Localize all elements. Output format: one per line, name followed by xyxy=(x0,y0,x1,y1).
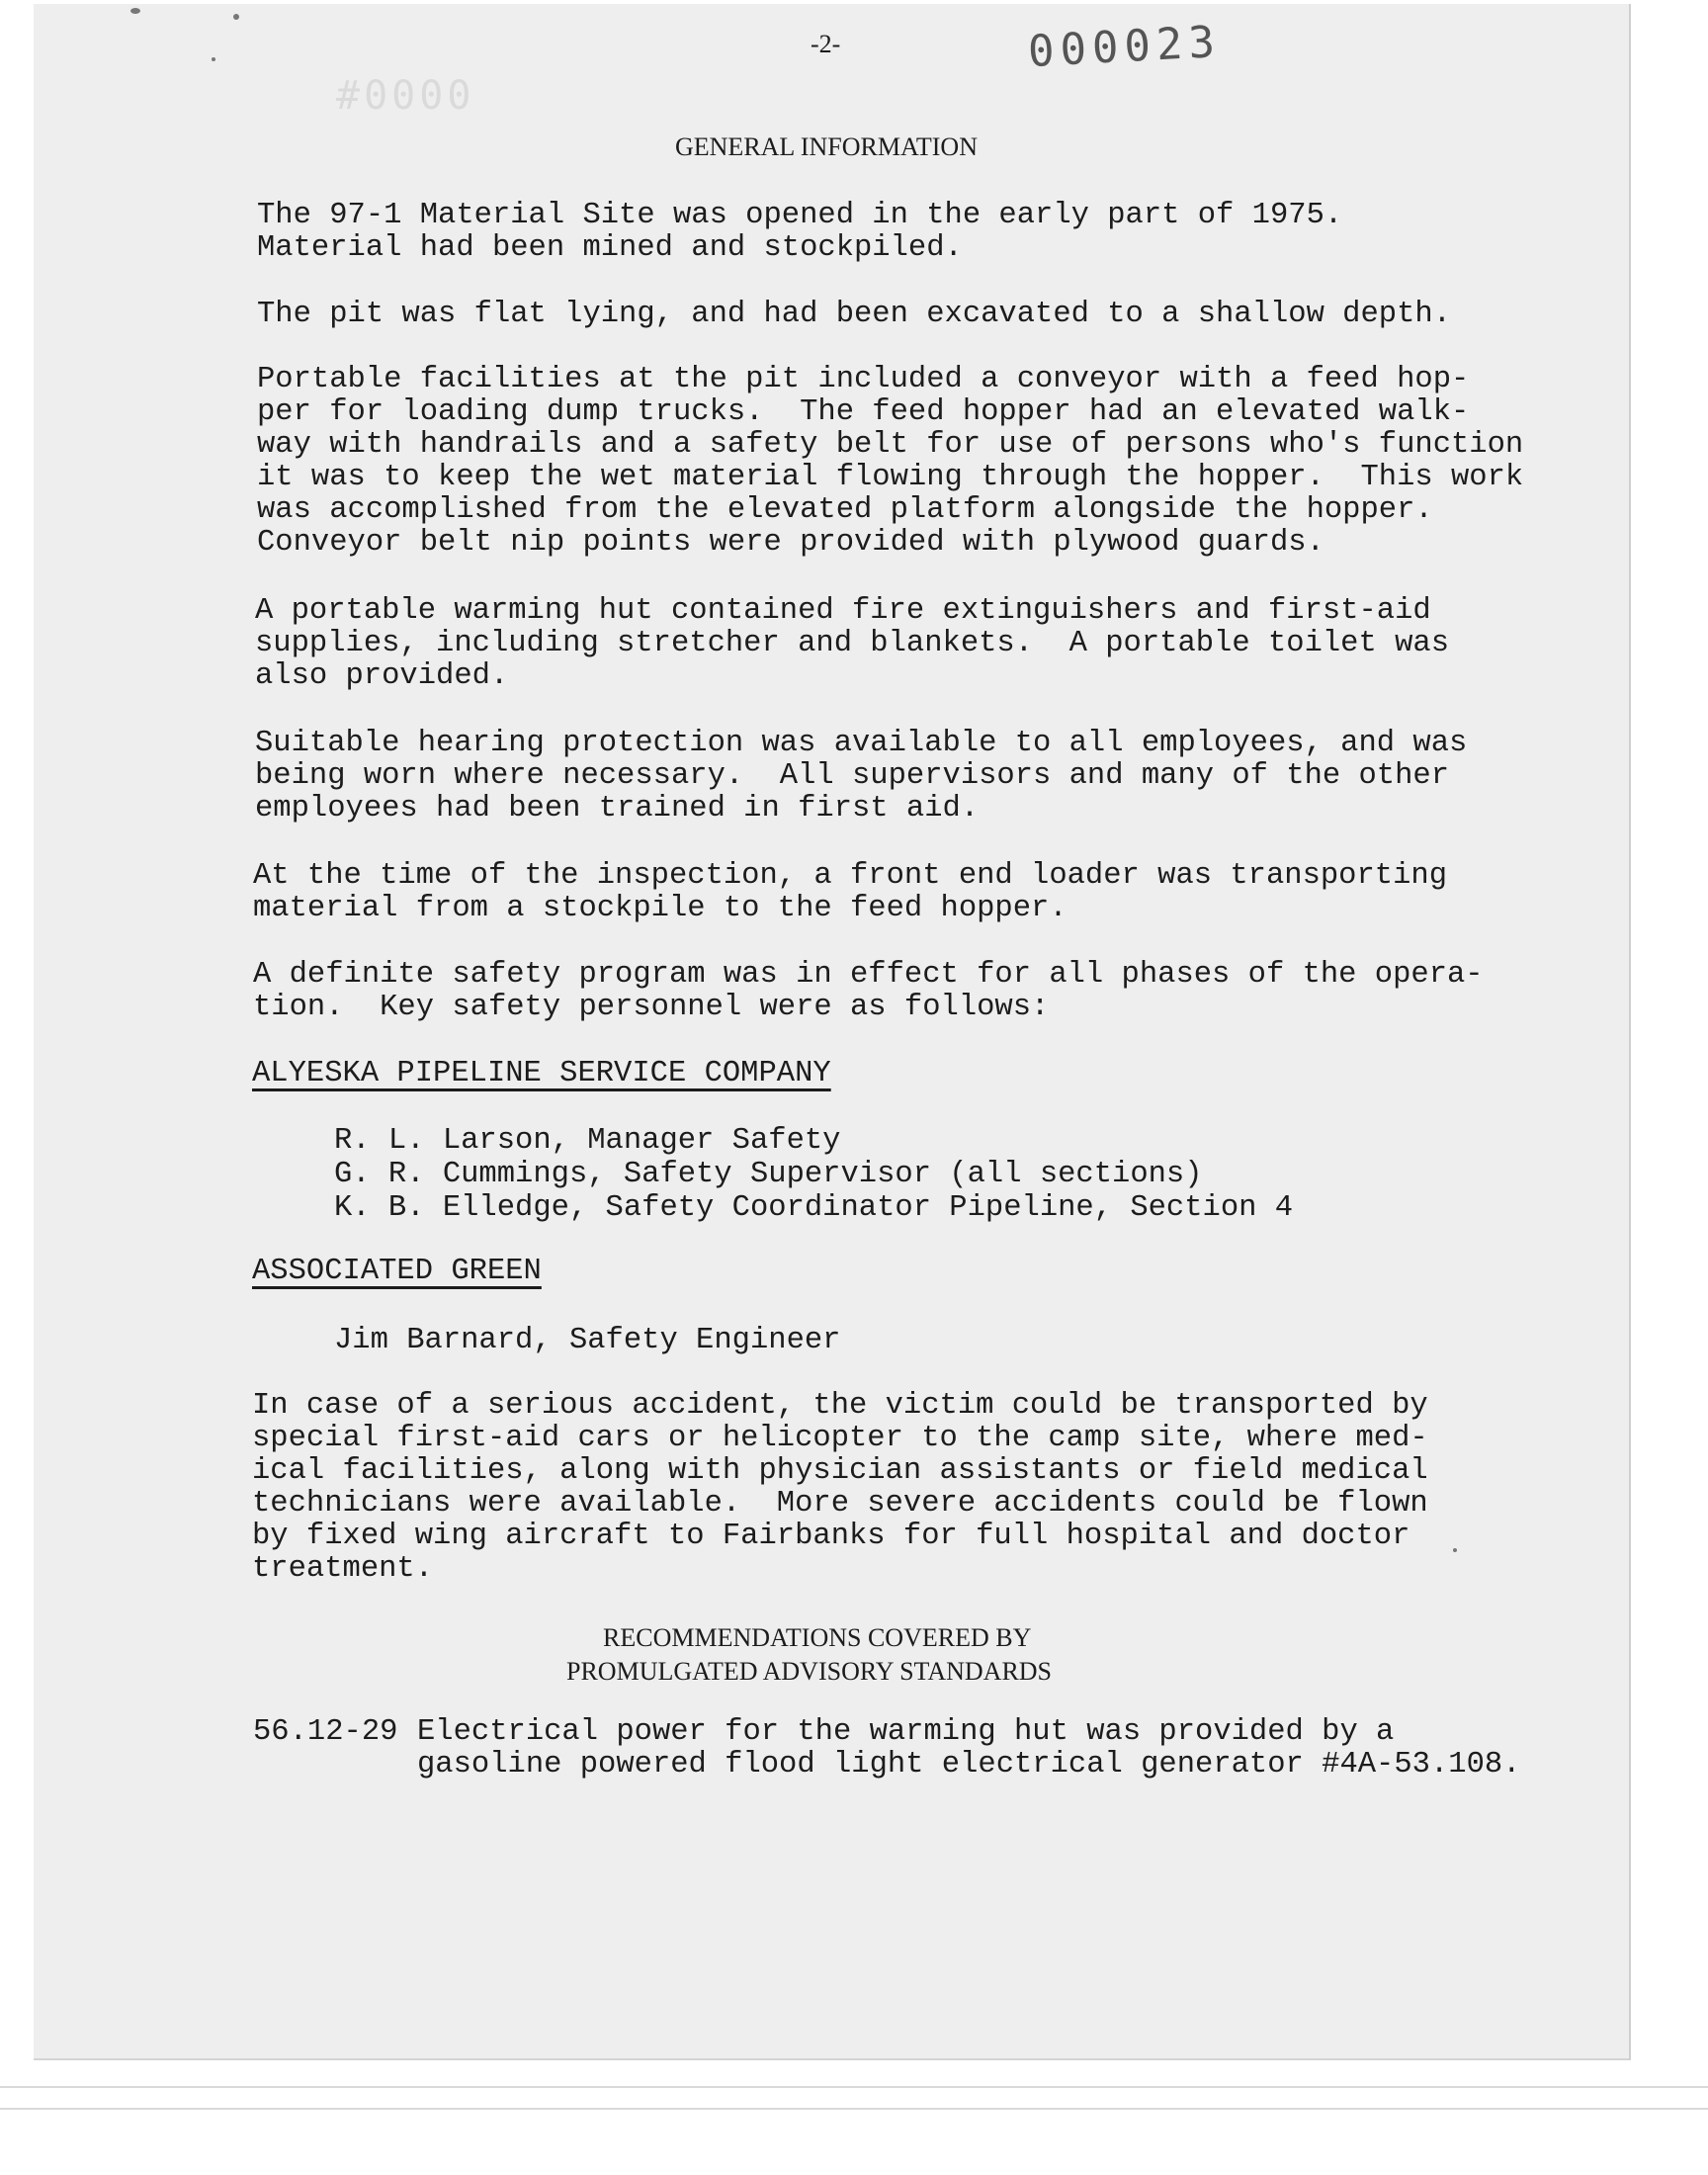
scan-edge-line xyxy=(0,2086,1708,2088)
section-heading: GENERAL INFORMATION xyxy=(675,132,978,161)
document-stamp-number: 000023 xyxy=(1026,16,1223,78)
faint-stamp-number: #0000 xyxy=(336,73,475,119)
paragraph: A portable warming hut contained fire extinguishers and first-aid supplies, including stretcher and blankets. A portable toilet was also provided. xyxy=(255,594,1449,693)
recommendations-heading: PROMULGATED ADVISORY STANDARDS xyxy=(566,1657,1053,1686)
paragraph: The pit was flat lying, and had been excavated to a shallow depth. xyxy=(257,298,1451,331)
paragraph: Portable facilities at the pit included a conveyor with a feed hop- per for loading dump trucks. The feed hopper had an elevated walk- way with handrails and a safety belt for use of persons who's function it was to keep the wet material flowing through the hopper. This work was accomplished from the elevated platform alongside the hopper. Conveyor belt nip points were provided with plywood guards. xyxy=(257,363,1524,560)
recommendations-heading: RECOMMENDATIONS COVERED BY xyxy=(603,1623,1032,1652)
scan-speck xyxy=(1453,1548,1457,1552)
personnel-entry: R. L. Larson, Manager Safety xyxy=(334,1124,841,1158)
recommendation-text: Electrical power for the warming hut was provided by a gasoline powered flood light electrical generator #4A-53.108. xyxy=(417,1715,1521,1782)
scan-speck xyxy=(233,14,239,20)
company-heading: ALYESKA PIPELINE SERVICE COMPANY xyxy=(252,1057,831,1090)
scan-edge-line xyxy=(0,2108,1708,2110)
personnel-entry: G. R. Cummings, Safety Supervisor (all sections) xyxy=(334,1158,1203,1191)
paragraph: Suitable hearing protection was available to all employees, and was being worn where necessary. All supervisors and many of the other employees had been trained in first aid. xyxy=(255,727,1468,826)
paragraph: In case of a serious accident, the victim could be transported by special first-aid cars or helicopter to the camp site, where med- ical facilities, along with physician assistants or field medical technicians were available. More severe accidents could be flown by fixed wing aircraft to Fairbanks for full hospital and doctor treatment. xyxy=(252,1389,1428,1586)
personnel-entry: Jim Barnard, Safety Engineer xyxy=(334,1324,841,1357)
paragraph: The 97-1 Material Site was opened in the early part of 1975. Material had been mined and stockpiled. xyxy=(257,199,1343,265)
paragraph: A definite safety program was in effect for all phases of the opera- tion. Key safety personnel were as follows: xyxy=(253,958,1484,1024)
personnel-entry: K. B. Elledge, Safety Coordinator Pipeline, Section 4 xyxy=(334,1191,1294,1225)
page-number: -2- xyxy=(811,30,841,58)
company-heading: ASSOCIATED GREEN xyxy=(252,1255,542,1288)
standard-number: 56.12-29 xyxy=(253,1715,398,1749)
paragraph: At the time of the inspection, a front end loader was transporting material from a stockpile to the feed hopper. xyxy=(253,859,1447,925)
scan-speck xyxy=(130,8,140,14)
scan-speck xyxy=(212,57,215,61)
